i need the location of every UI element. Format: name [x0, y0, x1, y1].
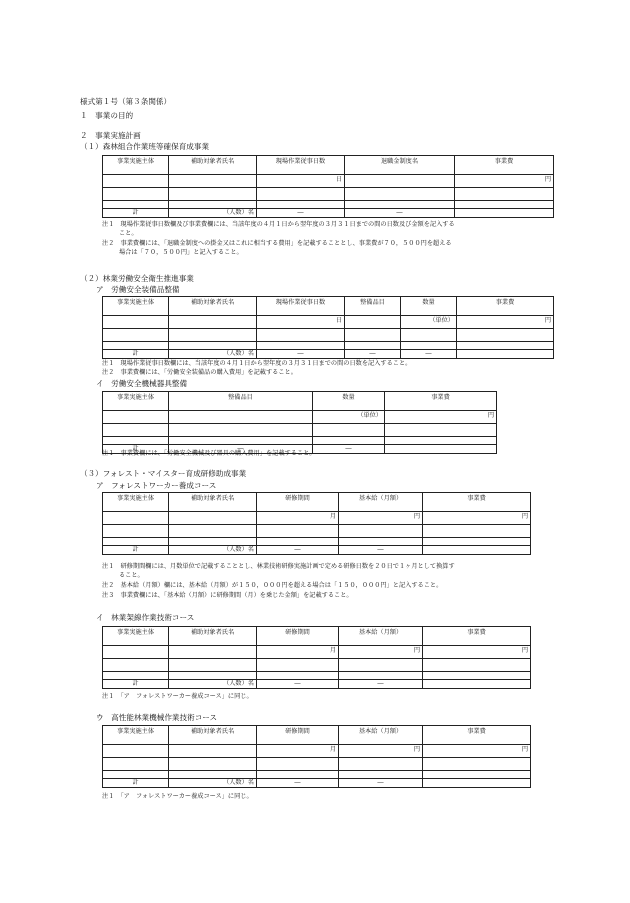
input-cell[interactable] — [169, 525, 257, 538]
dash: ― — [257, 209, 345, 218]
input-cell[interactable] — [169, 316, 257, 329]
input-cell[interactable] — [423, 659, 531, 672]
input-cell[interactable] — [169, 342, 257, 350]
s3-header-cell: 事業実施主体 — [103, 493, 169, 512]
input-cell[interactable] — [103, 538, 169, 546]
s2b-table — [102, 391, 497, 454]
s3c-table — [102, 725, 531, 788]
input-cell[interactable] — [257, 771, 339, 779]
input-cell[interactable] — [103, 316, 169, 329]
count-label: （人数）名 — [169, 350, 257, 359]
total-label: 計 — [103, 209, 169, 218]
s2b-header-cell: 事業費 — [385, 392, 497, 411]
s2a-table — [102, 296, 554, 359]
input-cell[interactable] — [169, 512, 257, 525]
input-cell[interactable] — [169, 201, 257, 209]
input-cell[interactable] — [169, 745, 257, 758]
s2a-header-cell: 事業実施主体 — [103, 297, 169, 316]
yen-unit[interactable]: 円 — [339, 512, 423, 525]
input-cell[interactable] — [345, 175, 455, 188]
s3b-heading: イ 林業架線作業技術コース — [96, 613, 195, 622]
s3-header-cell: 研修期間 — [257, 493, 339, 512]
yen-unit[interactable]: 円 — [455, 175, 554, 188]
yen-unit[interactable]: 円 — [339, 646, 423, 659]
input-cell[interactable] — [339, 672, 423, 680]
input-cell[interactable] — [257, 342, 345, 350]
s3-header-cell: 基本給（月額） — [339, 493, 423, 512]
input-cell[interactable] — [385, 437, 497, 445]
dash: ― — [345, 350, 401, 359]
input-cell[interactable] — [103, 188, 169, 201]
count-label: （人数）名 — [169, 209, 257, 218]
input-cell[interactable] — [103, 771, 169, 779]
input-cell[interactable] — [345, 316, 401, 329]
input-cell[interactable] — [169, 646, 257, 659]
input-cell[interactable] — [103, 646, 169, 659]
total-label: 計 — [103, 680, 169, 689]
input-cell[interactable] — [385, 445, 497, 454]
s3c-note1: 注１ 「ア フォレストワーカー養成コース」に同じ。 — [102, 793, 253, 800]
s2a-heading: ア 労働安全装備品整備 — [96, 285, 180, 294]
input-cell[interactable] — [103, 659, 169, 672]
input-cell[interactable] — [339, 538, 423, 546]
dash: ― — [169, 445, 313, 454]
input-cell[interactable] — [103, 437, 169, 445]
s3-header-cell: 事業費 — [423, 493, 531, 512]
input-cell[interactable] — [423, 538, 531, 546]
dash: ― — [401, 350, 457, 359]
s3a-note1: 注１ 研修期間欄には、月数単位で記載することとし、林業技術研修実施計画で定める研修日数を２０日で１ヶ月として換算す — [102, 563, 455, 570]
input-cell[interactable] — [423, 546, 531, 555]
total-label: 計 — [103, 445, 169, 454]
s2a-header-cell: 数量 — [401, 297, 457, 316]
s3-header-cell: 事業費 — [423, 726, 531, 745]
input-cell[interactable] — [423, 758, 531, 771]
dash: ― — [257, 546, 339, 555]
input-cell[interactable] — [423, 771, 531, 779]
input-cell[interactable] — [385, 424, 497, 437]
input-cell[interactable] — [457, 342, 554, 350]
dash: ― — [257, 779, 339, 788]
count-label: （人数）名 — [169, 779, 257, 788]
s1-note2: 注２ 事業費欄には、「退職金制度への掛金又はこれに相当する費用」を記載することとし、事業費が７０，５００円を超える — [102, 240, 452, 247]
input-cell[interactable] — [339, 758, 423, 771]
s1-note1: 注１ 現場作業従事日数欄及び事業費欄には、当該年度の４月１日から翌年度の３月３１日までの間の日数及び金額を記入する — [102, 221, 455, 228]
input-cell[interactable] — [103, 758, 169, 771]
s1-header-cell: 退職金制度名 — [345, 156, 455, 175]
dash: ― — [257, 350, 345, 359]
count-label: （人数）名 — [169, 546, 257, 555]
s3-header-cell: 研修期間 — [257, 627, 339, 646]
s1-header-cell: 事業実施主体 — [103, 156, 169, 175]
input-cell[interactable] — [257, 329, 345, 342]
s2b-header-cell: 数量 — [313, 392, 385, 411]
s2b-heading: イ 労働安全機械器具整備 — [96, 379, 188, 388]
total-label: 計 — [103, 779, 169, 788]
s2b-note1: 注１ 事業費欄には、「労働安全機械及び器具の購入費用」を記載すること。 — [102, 450, 316, 457]
s3a-heading: ア フォレストワーカー養成コース — [96, 481, 217, 490]
total-label: 計 — [103, 350, 169, 359]
s2b-header-cell: 整備品目 — [169, 392, 313, 411]
s2a-note2: 注２ 事業費欄には、「労働安全装備品の購入費用」を記載すること。 — [102, 369, 297, 376]
input-cell[interactable] — [103, 342, 169, 350]
input-cell[interactable] — [103, 424, 169, 437]
input-cell[interactable] — [103, 411, 169, 424]
yen-unit[interactable]: 円 — [457, 316, 554, 329]
s3-header-cell: 基本給（月額） — [339, 726, 423, 745]
input-cell[interactable] — [455, 201, 554, 209]
input-cell[interactable] — [169, 175, 257, 188]
s3-header-cell: 補助対象者氏名 — [169, 493, 257, 512]
s1-header-cell: 現場作業従事日数 — [257, 156, 345, 175]
s3-header-cell: 基本給（月額） — [339, 627, 423, 646]
dash: ― — [339, 779, 423, 788]
s3a-note3: 注３ 事業費欄には、「基本給（月額）に研修期間（月）を乗じた金額」を記載すること。 — [102, 592, 353, 599]
section-1-heading: １ 事業の目的 — [80, 111, 134, 120]
dash: ― — [345, 209, 455, 218]
input-cell[interactable] — [103, 175, 169, 188]
total-label: 計 — [103, 546, 169, 555]
s2a-header-cell: 整備品目 — [345, 297, 401, 316]
input-cell[interactable] — [257, 758, 339, 771]
s3-header-cell: 事業費 — [423, 627, 531, 646]
input-cell[interactable] — [169, 329, 257, 342]
input-cell[interactable] — [423, 779, 531, 788]
input-cell[interactable] — [423, 680, 531, 689]
s3-heading: （３）フォレスト・マイスター育成研修助成事業 — [80, 469, 247, 478]
input-cell[interactable] — [169, 672, 257, 680]
input-cell[interactable] — [103, 525, 169, 538]
s3a-note1-cont: ること。 — [119, 572, 144, 579]
s1-header-cell: 補助対象者氏名 — [169, 156, 257, 175]
section-2-heading: ２ 事業実施計画 — [80, 131, 141, 140]
s2a-header-cell: 事業費 — [457, 297, 554, 316]
input-cell[interactable] — [257, 201, 345, 209]
input-cell[interactable] — [169, 437, 313, 445]
input-cell[interactable] — [169, 188, 257, 201]
s2a-note1: 注１ 現場作業従事日数欄には、当該年度の４月１日から翌年度の３月３１日までの間の日数を記入すること。 — [102, 360, 412, 367]
input-cell[interactable] — [103, 745, 169, 758]
input-cell[interactable] — [345, 342, 401, 350]
s3b-note1: 注１ 「ア フォレストワーカー養成コース」に同じ。 — [102, 693, 253, 700]
days-unit[interactable]: 日 — [257, 316, 345, 329]
dash: ― — [339, 680, 423, 689]
input-cell[interactable] — [401, 342, 457, 350]
input-cell[interactable] — [457, 350, 554, 359]
s3-header-cell: 補助対象者氏名 — [169, 627, 257, 646]
input-cell[interactable] — [345, 201, 455, 209]
input-cell[interactable] — [455, 209, 554, 218]
input-cell[interactable] — [345, 188, 455, 201]
input-cell[interactable] — [169, 411, 313, 424]
dash: ― — [313, 445, 385, 454]
input-cell[interactable] — [345, 329, 401, 342]
input-cell[interactable] — [169, 538, 257, 546]
input-cell[interactable] — [339, 525, 423, 538]
qty-unit[interactable]: （単位） — [313, 411, 385, 424]
input-cell[interactable] — [257, 188, 345, 201]
s3-header-cell: 研修期間 — [257, 726, 339, 745]
s3a-note2: 注２ 基本給（月額）欄には、基本給（月額）が１５０，０００円を超える場合は「１５０，０００円」と記入すること。 — [102, 582, 443, 589]
input-cell[interactable] — [169, 659, 257, 672]
s3a-table — [102, 492, 531, 555]
input-cell[interactable] — [257, 538, 339, 546]
month-unit[interactable]: 月 — [257, 646, 339, 659]
s1-table — [102, 155, 554, 218]
s3c-heading: ウ 高性能林業機械作業技術コース — [96, 713, 218, 722]
dash: ― — [339, 546, 423, 555]
input-cell[interactable] — [339, 659, 423, 672]
yen-unit[interactable]: 円 — [423, 512, 531, 525]
input-cell[interactable] — [257, 525, 339, 538]
s2b-header-cell: 事業実施主体 — [103, 392, 169, 411]
s2a-header-cell: 補助対象者氏名 — [169, 297, 257, 316]
s1-header-cell: 事業費 — [455, 156, 554, 175]
yen-unit[interactable]: 円 — [423, 646, 531, 659]
input-cell[interactable] — [423, 525, 531, 538]
input-cell[interactable] — [103, 329, 169, 342]
s3-header-cell: 補助対象者氏名 — [169, 726, 257, 745]
input-cell[interactable] — [423, 672, 531, 680]
count-label: （人数）名 — [169, 680, 257, 689]
input-cell[interactable] — [313, 424, 385, 437]
s1-note2-cont: 場合は「７０，５００円」と記入すること。 — [119, 249, 243, 256]
s2a-header-cell: 現場作業従事日数 — [257, 297, 345, 316]
s3b-table — [102, 626, 531, 689]
input-cell[interactable] — [457, 329, 554, 342]
input-cell[interactable] — [313, 437, 385, 445]
dash: ― — [257, 680, 339, 689]
s2-heading: （２）林業労働安全衛生推進事業 — [80, 274, 194, 283]
s3-header-cell: 事業実施主体 — [103, 726, 169, 745]
input-cell[interactable] — [103, 201, 169, 209]
qty-unit[interactable]: （単位） — [401, 316, 457, 329]
input-cell[interactable] — [103, 672, 169, 680]
input-cell[interactable] — [339, 771, 423, 779]
input-cell[interactable] — [103, 512, 169, 525]
s3-header-cell: 事業実施主体 — [103, 627, 169, 646]
input-cell[interactable] — [401, 329, 457, 342]
month-unit[interactable]: 月 — [257, 745, 339, 758]
yen-unit[interactable]: 円 — [423, 745, 531, 758]
input-cell[interactable] — [257, 672, 339, 680]
input-cell[interactable] — [455, 188, 554, 201]
input-cell[interactable] — [169, 758, 257, 771]
yen-unit[interactable]: 円 — [385, 411, 497, 424]
input-cell[interactable] — [169, 771, 257, 779]
form-title: 様式第１号（第３条関係） — [80, 97, 172, 106]
s1-note1-cont: こと。 — [119, 230, 138, 237]
yen-unit[interactable]: 円 — [339, 745, 423, 758]
month-unit[interactable]: 月 — [257, 512, 339, 525]
input-cell[interactable] — [169, 424, 313, 437]
s1-heading: （１）森林組合作業班等確保育成事業 — [80, 142, 210, 151]
input-cell[interactable] — [257, 659, 339, 672]
days-unit[interactable]: 日 — [257, 175, 345, 188]
